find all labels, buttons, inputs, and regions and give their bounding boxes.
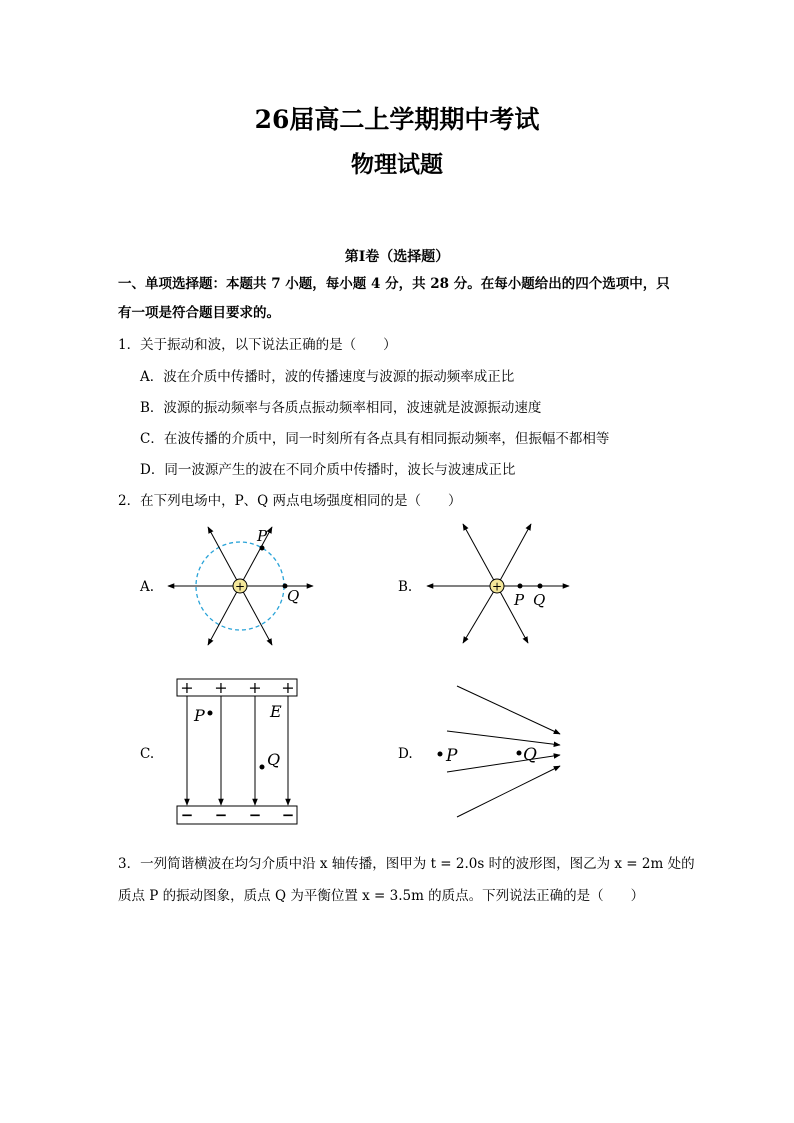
point-p-dot [438,752,443,757]
exam-subtitle: 物理试题 [351,151,443,178]
point-p-label: P [446,746,458,766]
point-q-label: Q [267,750,281,769]
negative-plate [177,806,297,824]
plate-plus-sign: + [281,678,295,697]
point-q-label: Q [533,591,546,609]
field-line [457,766,560,817]
plate-minus-sign: − [180,806,194,824]
field-line-lower-left [463,586,497,643]
point-q-label: Q [287,587,300,605]
question-1-option-c: C．在波传播的介质中，同一时刻所有各点具有相同振动频率，但振幅不都相等 [140,431,610,447]
field-line-upper-left [463,524,497,586]
figure-a-label: A. [140,579,155,595]
point-p-label: P [514,591,525,609]
plate-minus-sign: − [281,806,295,824]
field-line-lower-left [208,586,240,645]
question-2-stem: 2．在下列电场中，P、Q 两点电场强度相同的是（ ） [118,493,462,509]
point-p-dot [208,711,213,716]
point-q-dot [260,765,265,770]
question-1-option-b: B．波源的振动频率与各质点振动频率相同，波速就是波源振动速度 [140,400,542,416]
positive-plate [177,679,297,696]
point-p-label: P [257,527,268,545]
figure-d-diagram [438,686,561,817]
question-1-option-a: A．波在介质中传播时，波的传播速度与波源的振动频率成正比 [140,369,515,385]
question-3-line2: 质点 P 的振动图象，质点 Q 为平衡位置 x = 3.5m 的质点。下列说法正确的是（ ） [118,888,645,904]
figure-d-label: D. [398,746,413,762]
plate-minus-sign: − [248,806,262,824]
figure-b-diagram [427,524,569,643]
question-3-line1: 3．一列简谐横波在均匀介质中沿 x 轴传播，图甲为 t = 2.0s 时的波形图，图乙为 x = 2m 处的 [118,856,695,872]
section-heading-line1: 一、单项选择题：本题共 7 小题，每小题 4 分，共 28 分。在每小题给出的四个选项中，只 [118,276,670,292]
question-1-stem: 1．关于振动和波，以下说法正确的是（ ） [118,337,397,353]
field-line-upper-right [497,524,531,586]
field-line [447,755,560,772]
charge-plus-sign: + [234,579,246,594]
charge-plus-sign: + [491,579,503,594]
figure-c-diagram [177,678,297,824]
point-q-label: Q [523,745,537,765]
field-line [447,731,560,745]
section-heading-line2: 有一项是符合题目要求的。 [118,305,280,321]
point-p-dot [518,584,523,589]
question-1-option-d: D．同一波源产生的波在不同介质中传播时，波长与波速成正比 [140,462,516,478]
figure-c-label: C. [140,746,155,762]
plate-minus-sign: − [214,806,228,824]
plate-plus-sign: + [248,678,262,697]
field-line-upper-left [208,527,240,586]
point-q-dot [538,584,543,589]
field-line-upper-right [240,527,272,586]
field-line [457,686,560,734]
point-p-dot [260,546,265,551]
field-e-label: E [270,702,282,721]
plate-plus-sign: + [180,678,194,697]
figure-a-diagram [168,527,313,645]
exam-title: 26届高二上学期期中考试 [254,105,540,134]
volume-heading: 第Ⅰ卷（选择题） [344,249,450,265]
field-line-lower-right [240,586,272,645]
point-q-dot [517,751,522,756]
figure-b-label: B. [398,579,413,595]
point-p-label: P [194,706,205,725]
plate-plus-sign: + [214,678,228,697]
